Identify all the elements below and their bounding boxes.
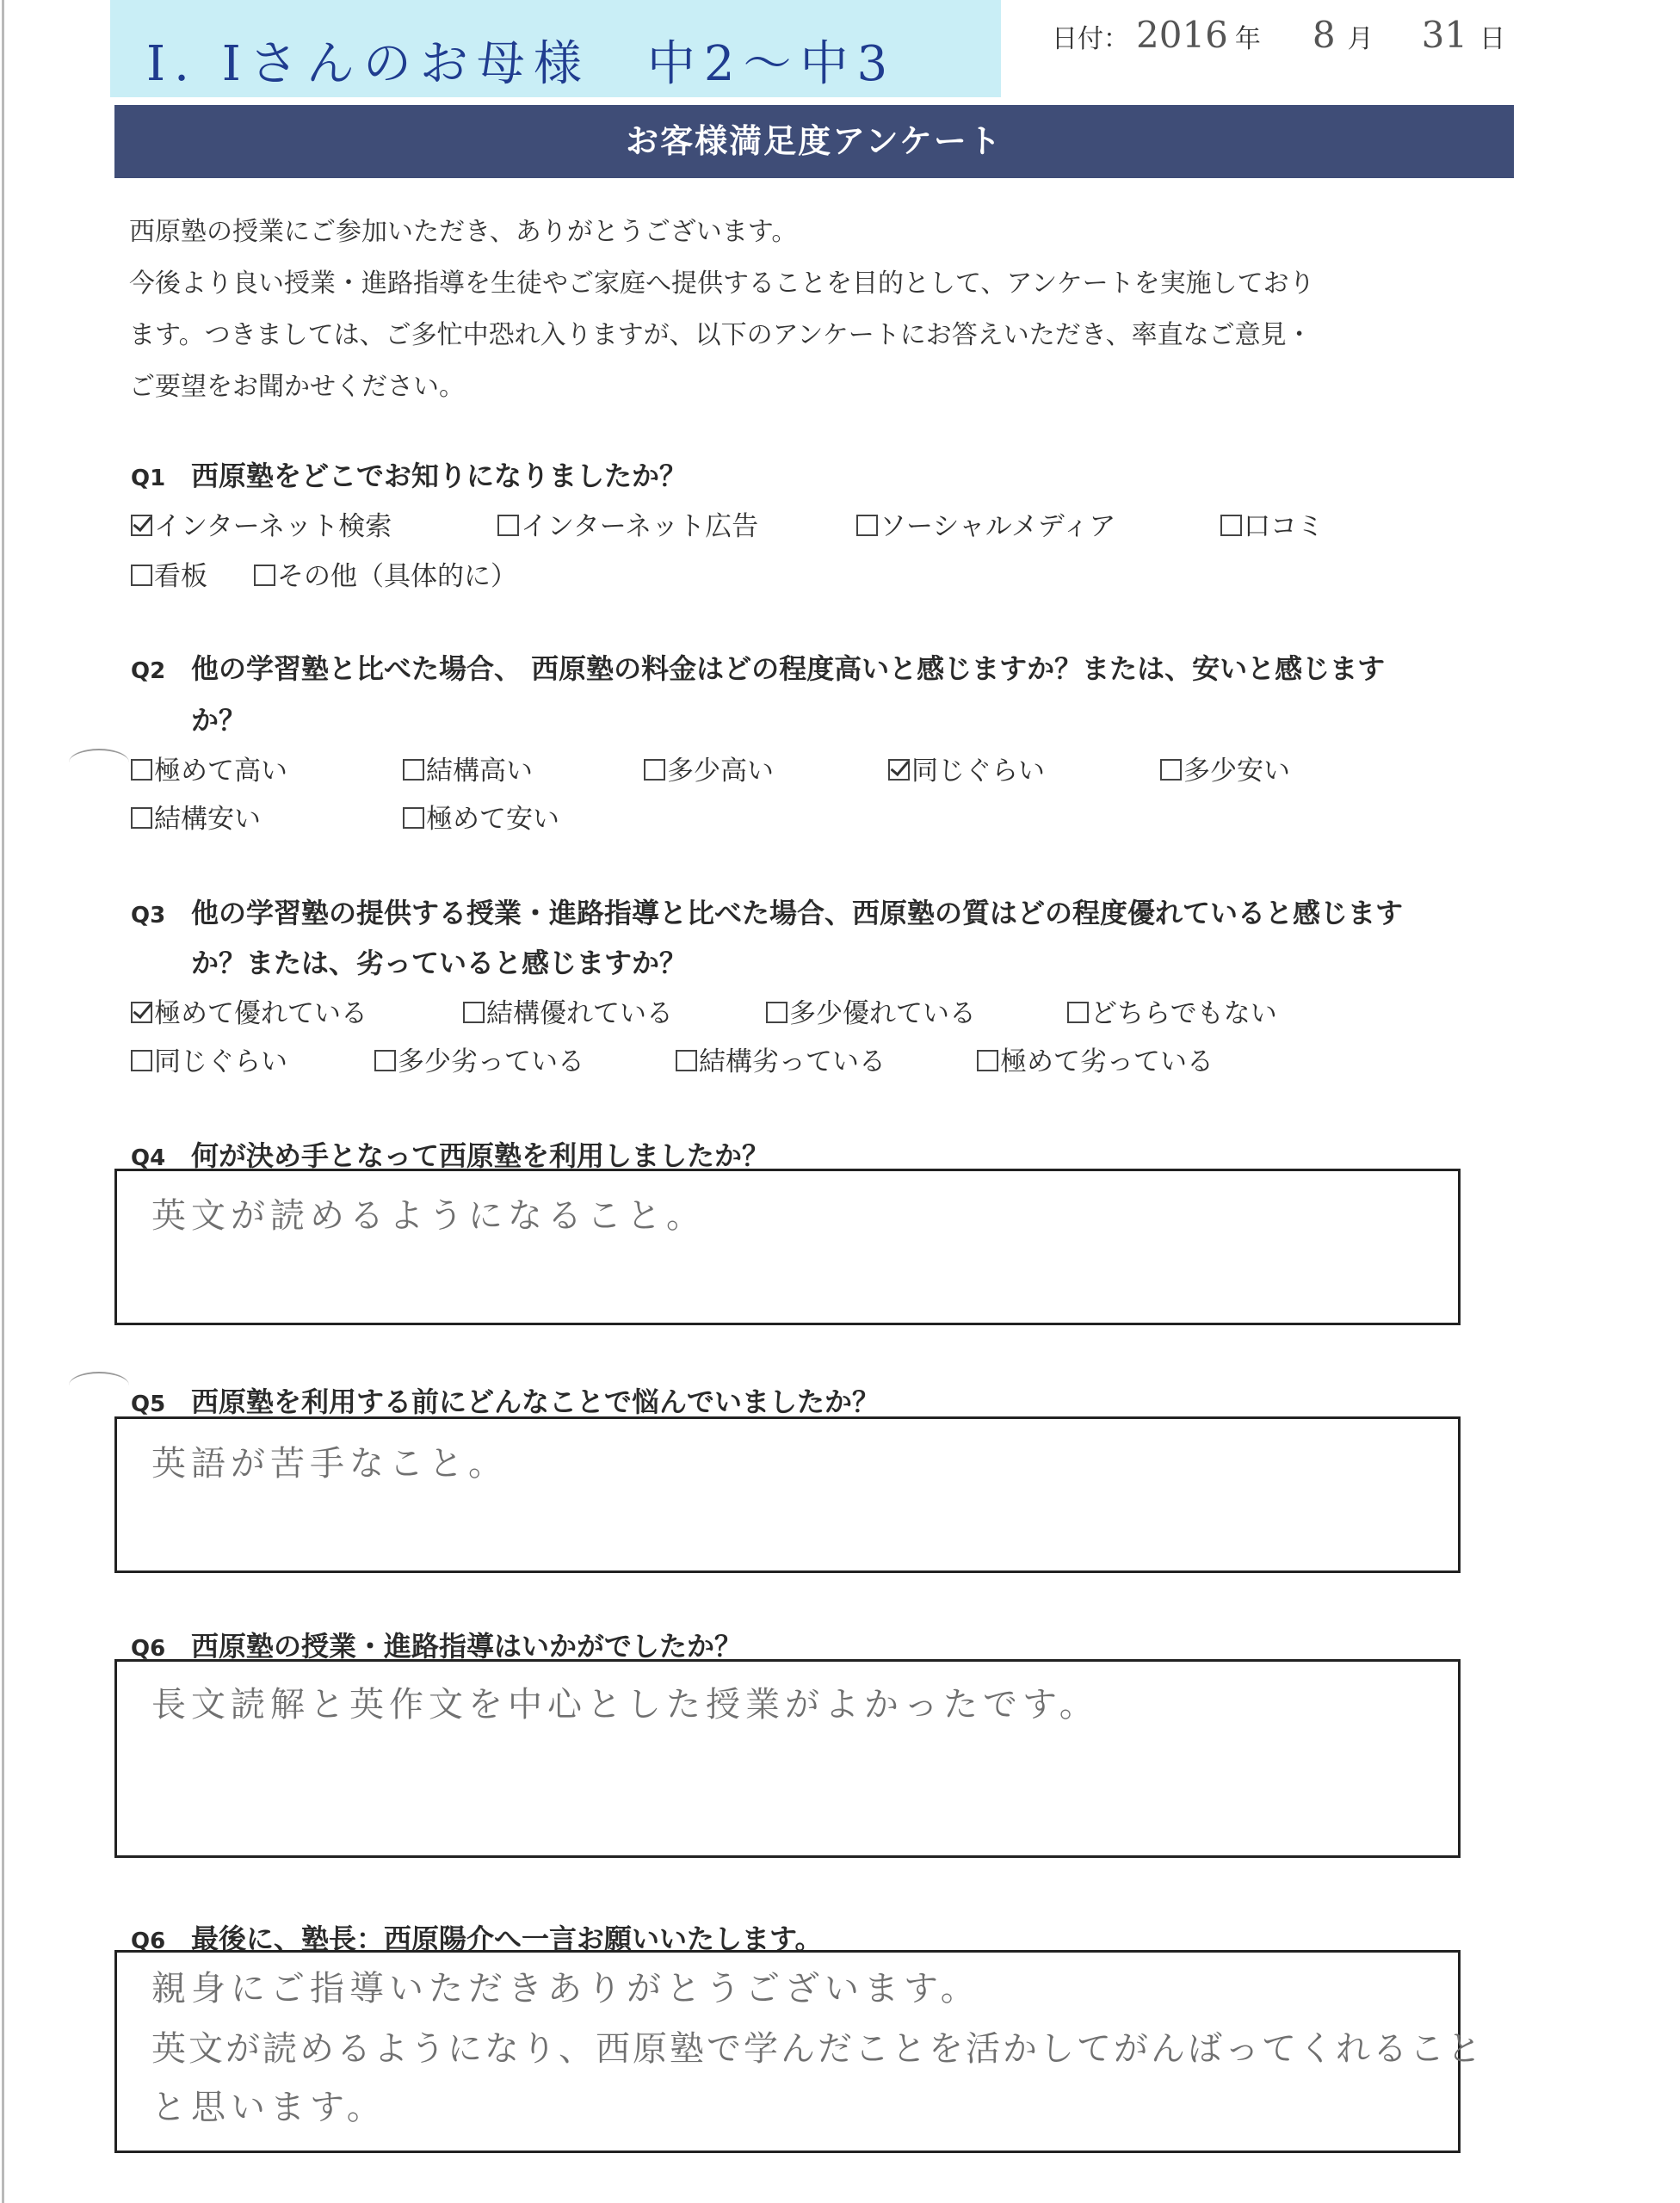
option-label: 極めて劣っている xyxy=(1000,1046,1214,1077)
q5-answer-box[interactable] xyxy=(114,1416,1461,1573)
option-label: 同じぐらい xyxy=(911,756,1045,787)
intro-line: 今後より良い授業・進路指導を生徒やご家庭へ提供することを目的として、アンケートを実施しており xyxy=(129,268,1315,299)
q1-option-other[interactable] xyxy=(254,554,517,593)
question-number: Q4 xyxy=(131,1145,166,1171)
checkbox[interactable] xyxy=(676,1050,697,1071)
checkbox[interactable] xyxy=(131,807,152,829)
intro-text xyxy=(129,207,1506,413)
checkbox[interactable] xyxy=(977,1050,998,1071)
q3-option-very-inferior[interactable] xyxy=(977,1040,1214,1078)
year-label: 年 xyxy=(1234,24,1261,54)
q2-option-quite-cheap[interactable] xyxy=(131,797,261,836)
question-number: Q5 xyxy=(131,1392,166,1417)
handwritten-answer: 長文読解と英作文を中心とした授業がよかったです。 xyxy=(151,1685,1099,1725)
question-text: 何が決め手となって西原塾を利用しましたか？ xyxy=(191,1139,770,1172)
q6-answer-box[interactable] xyxy=(114,1659,1461,1858)
date-month: 8 xyxy=(1312,14,1336,56)
q4-answer-box[interactable] xyxy=(114,1169,1461,1325)
page-edge xyxy=(2,0,4,2203)
handwritten-answer: 英語が苦手なこと。 xyxy=(151,1444,508,1484)
checkbox[interactable] xyxy=(131,1050,152,1071)
question-text: 西原塾を利用する前にどんなことで悩んでいましたか？ xyxy=(191,1385,880,1418)
option-label: 多少安い xyxy=(1183,756,1290,787)
option-label: 結構劣っている xyxy=(699,1046,886,1077)
option-label: インターネット広告 xyxy=(521,511,759,542)
month-label: 月 xyxy=(1347,24,1374,54)
q3-option-same[interactable] xyxy=(131,1040,287,1078)
option-label: 極めて安い xyxy=(426,804,559,835)
question-3 xyxy=(131,892,1403,931)
question-number: Q1 xyxy=(131,466,166,491)
option-label: 多少優れている xyxy=(789,998,976,1029)
q1-option-word-of-mouth[interactable] xyxy=(1220,504,1324,543)
checkbox[interactable] xyxy=(403,759,424,781)
checked-checkbox[interactable] xyxy=(888,759,910,781)
survey-title: お客様満足度アンケート xyxy=(114,105,1514,178)
checkbox[interactable] xyxy=(644,759,665,781)
q1-option-internet-search[interactable] xyxy=(131,504,392,543)
question-5 xyxy=(131,1380,880,1420)
q3-option-quite-inferior[interactable] xyxy=(676,1040,886,1078)
date-label: 日付： xyxy=(1052,24,1129,54)
q2-option-quite-high[interactable] xyxy=(403,749,533,787)
q3-option-slightly-superior[interactable] xyxy=(766,991,976,1030)
scan-mark xyxy=(69,1372,129,1399)
question-text-cont: か？ xyxy=(191,704,247,737)
intro-line: ご要望をお聞かせください。 xyxy=(129,372,465,402)
intro-line: ます。つきましては、ご多忙中恐れ入りますが、以下のアンケートにお答えいただき、率直なご意見・ xyxy=(129,320,1312,350)
question-text-cont: か？または、劣っていると感じますか？ xyxy=(191,947,688,979)
sticky-note xyxy=(110,0,1001,97)
option-label: 多少劣っている xyxy=(398,1046,584,1077)
checkbox[interactable] xyxy=(131,759,152,781)
option-label: 同じぐらい xyxy=(154,1046,287,1077)
scan-mark xyxy=(69,749,129,776)
question-text: 最後に、塾長：西原陽介へ一言お願いいたします。 xyxy=(191,1922,823,1955)
checkbox[interactable] xyxy=(497,515,519,536)
question-text: 西原塾の授業・進路指導はいかがでしたか？ xyxy=(191,1630,743,1663)
checkbox[interactable] xyxy=(403,807,424,829)
option-label: 看板 xyxy=(154,561,207,592)
checkbox[interactable] xyxy=(856,515,878,536)
question-number: Q6 xyxy=(131,1636,166,1662)
handwritten-answer: と思います。 xyxy=(151,2088,386,2127)
option-label: 極めて優れている xyxy=(154,998,368,1029)
question-number: Q6 xyxy=(131,1928,166,1954)
q1-option-social-media[interactable] xyxy=(856,504,1115,543)
option-label: 多少高い xyxy=(667,756,774,787)
date-day: 31 xyxy=(1421,14,1468,56)
checkbox[interactable] xyxy=(766,1002,788,1023)
checkbox[interactable] xyxy=(131,565,152,586)
checked-checkbox[interactable] xyxy=(131,515,152,536)
option-label: ソーシャルメディア xyxy=(880,511,1116,542)
option-label: 結構優れている xyxy=(486,998,673,1029)
question-text: 他の学習塾と比べた場合、 西原塾の料金はどの程度高いと感じますか？または、安いと感じます xyxy=(191,652,1386,685)
checkbox[interactable] xyxy=(463,1002,485,1023)
question-text: 西原塾をどこでお知りになりましたか？ xyxy=(191,460,688,492)
date-year: 2016 xyxy=(1136,14,1228,56)
q3-option-slightly-inferior[interactable] xyxy=(374,1040,584,1078)
q2-option-same[interactable] xyxy=(888,749,1045,787)
option-label: 結構安い xyxy=(154,804,261,835)
q3-option-quite-superior[interactable] xyxy=(463,991,673,1030)
q3-option-neither[interactable] xyxy=(1067,991,1277,1030)
q1-option-signboard[interactable] xyxy=(131,554,207,593)
option-label: インターネット検索 xyxy=(154,511,392,542)
option-label: その他（具体的に） xyxy=(277,561,517,592)
question-number: Q2 xyxy=(131,658,166,684)
q7-answer-box[interactable] xyxy=(114,1950,1484,2153)
intro-line: 西原塾の授業にご参加いただき、ありがとうございます。 xyxy=(129,217,798,247)
handwritten-answer: 英文が読めるようになり、西原塾で学んだことを活かしてがんばってくれること xyxy=(151,2029,1484,2069)
handwritten-answer: 英文が読めるようになること。 xyxy=(151,1196,706,1236)
question-number: Q3 xyxy=(131,903,166,929)
q2-option-slightly-high[interactable] xyxy=(644,749,774,787)
option-label: 極めて高い xyxy=(154,756,287,787)
checked-checkbox[interactable] xyxy=(131,1002,152,1023)
checkbox[interactable] xyxy=(1160,759,1182,781)
q2-option-very-high[interactable] xyxy=(131,749,287,787)
q2-option-slightly-cheap[interactable] xyxy=(1160,749,1290,787)
option-label: 結構高い xyxy=(426,756,533,787)
checkbox[interactable] xyxy=(254,565,275,586)
q1-option-internet-ad[interactable] xyxy=(497,504,758,543)
question-2 xyxy=(131,647,1385,687)
option-label: どちらでもない xyxy=(1090,998,1277,1029)
question-1 xyxy=(131,454,687,494)
checkbox[interactable] xyxy=(374,1050,396,1071)
day-label: 日 xyxy=(1479,24,1506,54)
checkbox[interactable] xyxy=(1220,515,1242,536)
handwritten-answer: 親身にご指導いただきありがとうございます。 xyxy=(151,1969,980,2009)
date-field xyxy=(1052,14,1505,56)
checkbox[interactable] xyxy=(1067,1002,1089,1023)
q2-option-very-cheap[interactable] xyxy=(403,797,559,836)
q3-option-very-superior[interactable] xyxy=(131,991,368,1030)
question-text: 他の学習塾の提供する授業・進路指導と比べた場合、西原塾の質はどの程度優れていると感じます xyxy=(191,897,1404,929)
sticky-note-text: I. Iさんのお母様 中2～中3 xyxy=(146,36,897,92)
option-label: 口コミ xyxy=(1244,511,1324,542)
